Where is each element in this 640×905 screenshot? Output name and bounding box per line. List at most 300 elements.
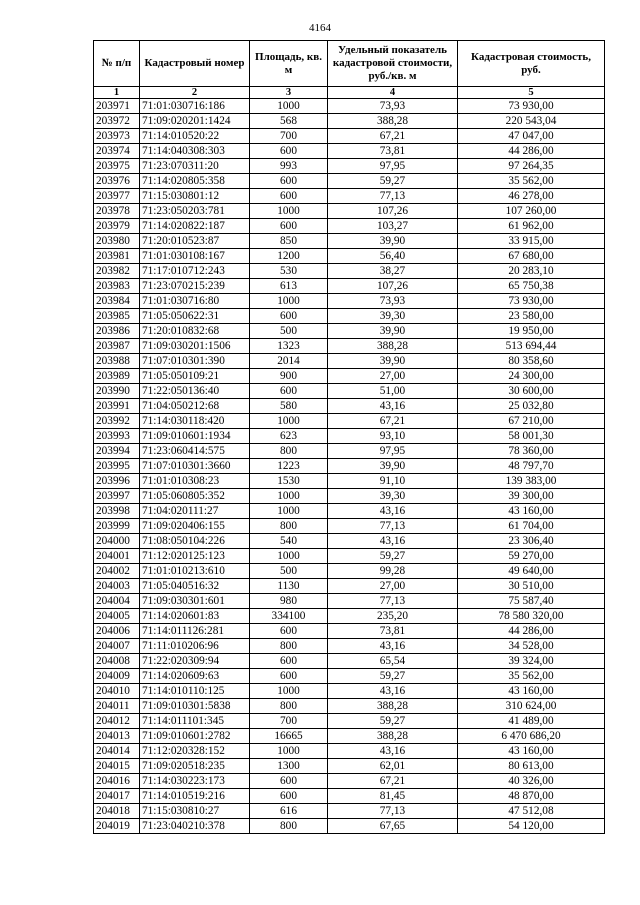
- table-row: [94, 384, 605, 399]
- table-row: [94, 324, 605, 339]
- row-number-cell: 204011: [94, 699, 140, 714]
- unit-value-cell: 99,28: [328, 564, 458, 579]
- area-cell: 700: [250, 714, 328, 729]
- cadastral-number-cell: 71:01:010213:610: [140, 564, 250, 579]
- cadastral-value-cell: 61 704,00: [458, 519, 605, 534]
- cadastral-number-cell: 71:09:010601:2782: [140, 729, 250, 744]
- cadastral-number-cell: 71:14:011126:281: [140, 624, 250, 639]
- cadastral-number-cell: 71:14:010519:216: [140, 789, 250, 804]
- header-unit-value: Удельный показатель кадастровой стоимости, руб./кв. м: [328, 41, 458, 87]
- unit-value-cell: 67,21: [328, 414, 458, 429]
- cadastral-number-cell: 71:14:011101:345: [140, 714, 250, 729]
- row-number-cell: 204016: [94, 774, 140, 789]
- row-number-cell: 204001: [94, 549, 140, 564]
- cadastral-number-cell: 71:22:050136:40: [140, 384, 250, 399]
- cadastral-number-cell: 71:01:030716:80: [140, 294, 250, 309]
- cadastral-value-cell: 97 264,35: [458, 159, 605, 174]
- column-number: 1: [94, 87, 140, 99]
- page-number: 4164: [309, 22, 331, 34]
- row-number-cell: 203998: [94, 504, 140, 519]
- row-number-cell: 203972: [94, 114, 140, 129]
- cadastral-value-cell: 48 797,70: [458, 459, 605, 474]
- cadastral-number-cell: 71:09:020201:1424: [140, 114, 250, 129]
- area-cell: 600: [250, 789, 328, 804]
- table-row: [94, 294, 605, 309]
- area-cell: 900: [250, 369, 328, 384]
- cadastral-number-cell: 71:17:010712:243: [140, 264, 250, 279]
- area-cell: 600: [250, 654, 328, 669]
- row-number-cell: 203984: [94, 294, 140, 309]
- cadastral-value-cell: 40 326,00: [458, 774, 605, 789]
- unit-value-cell: 39,90: [328, 234, 458, 249]
- cadastral-number-cell: 71:14:030118:420: [140, 414, 250, 429]
- cadastral-value-cell: 78 360,00: [458, 444, 605, 459]
- unit-value-cell: 59,27: [328, 549, 458, 564]
- column-number: 2: [140, 87, 250, 99]
- cadastral-number-cell: 71:14:040308:303: [140, 144, 250, 159]
- row-number-cell: 204000: [94, 534, 140, 549]
- table-row: [94, 729, 605, 744]
- area-cell: 800: [250, 444, 328, 459]
- area-cell: 600: [250, 219, 328, 234]
- cadastral-value-cell: 59 270,00: [458, 549, 605, 564]
- table-row: [94, 684, 605, 699]
- row-number-cell: 204005: [94, 609, 140, 624]
- row-number-cell: 203997: [94, 489, 140, 504]
- area-cell: 600: [250, 624, 328, 639]
- cadastral-value-cell: 30 600,00: [458, 384, 605, 399]
- table-body: [94, 99, 605, 834]
- row-number-cell: 203999: [94, 519, 140, 534]
- cadastral-value-cell: 67 680,00: [458, 249, 605, 264]
- cadastral-number-cell: 71:07:010301:3660: [140, 459, 250, 474]
- cadastral-number-cell: 71:20:010832:68: [140, 324, 250, 339]
- area-cell: 600: [250, 384, 328, 399]
- unit-value-cell: 107,26: [328, 204, 458, 219]
- area-cell: 1130: [250, 579, 328, 594]
- cadastral-value-cell: 80 358,60: [458, 354, 605, 369]
- table-header-row: [94, 41, 605, 87]
- row-number-cell: 203986: [94, 324, 140, 339]
- cadastral-value-cell: 67 210,00: [458, 414, 605, 429]
- cadastral-value-cell: 44 286,00: [458, 624, 605, 639]
- area-cell: 1530: [250, 474, 328, 489]
- table-row: [94, 714, 605, 729]
- cadastral-value-cell: 220 543,04: [458, 114, 605, 129]
- unit-value-cell: 107,26: [328, 279, 458, 294]
- table-row: [94, 399, 605, 414]
- area-cell: 1000: [250, 549, 328, 564]
- area-cell: 16665: [250, 729, 328, 744]
- area-cell: 1200: [250, 249, 328, 264]
- table-row: [94, 759, 605, 774]
- row-number-cell: 203988: [94, 354, 140, 369]
- table-row: [94, 309, 605, 324]
- unit-value-cell: 97,95: [328, 444, 458, 459]
- unit-value-cell: 388,28: [328, 699, 458, 714]
- unit-value-cell: 235,20: [328, 609, 458, 624]
- unit-value-cell: 91,10: [328, 474, 458, 489]
- table-row: [94, 429, 605, 444]
- row-number-cell: 203973: [94, 129, 140, 144]
- table-row: [94, 699, 605, 714]
- table-row: [94, 474, 605, 489]
- unit-value-cell: 43,16: [328, 504, 458, 519]
- row-number-cell: 203976: [94, 174, 140, 189]
- row-number-cell: 203992: [94, 414, 140, 429]
- cadastral-value-cell: 75 587,40: [458, 594, 605, 609]
- table-row: [94, 414, 605, 429]
- cadastral-number-cell: 71:14:020805:358: [140, 174, 250, 189]
- unit-value-cell: 65,54: [328, 654, 458, 669]
- cadastral-number-cell: 71:15:030810:27: [140, 804, 250, 819]
- cadastral-number-cell: 71:01:030716:186: [140, 99, 250, 114]
- area-cell: 540: [250, 534, 328, 549]
- cadastral-number-cell: 71:23:070311:20: [140, 159, 250, 174]
- cadastral-number-cell: 71:14:010520:22: [140, 129, 250, 144]
- cadastral-value-cell: 19 950,00: [458, 324, 605, 339]
- row-number-cell: 203994: [94, 444, 140, 459]
- unit-value-cell: 27,00: [328, 579, 458, 594]
- unit-value-cell: 388,28: [328, 114, 458, 129]
- table-row: [94, 234, 605, 249]
- row-number-cell: 204010: [94, 684, 140, 699]
- cadastral-value-table: [93, 40, 605, 834]
- row-number-cell: 203981: [94, 249, 140, 264]
- area-cell: 500: [250, 564, 328, 579]
- cadastral-number-cell: 71:09:030301:601: [140, 594, 250, 609]
- cadastral-value-cell: 47 047,00: [458, 129, 605, 144]
- table-row: [94, 144, 605, 159]
- row-number-cell: 204006: [94, 624, 140, 639]
- area-cell: 993: [250, 159, 328, 174]
- cadastral-value-cell: 73 930,00: [458, 294, 605, 309]
- header-area: Площадь, кв. м: [250, 41, 328, 87]
- area-cell: 1323: [250, 339, 328, 354]
- cadastral-number-cell: 71:08:050104:226: [140, 534, 250, 549]
- table-row: [94, 609, 605, 624]
- area-cell: 616: [250, 804, 328, 819]
- unit-value-cell: 43,16: [328, 684, 458, 699]
- unit-value-cell: 67,21: [328, 129, 458, 144]
- cadastral-number-cell: 71:09:020518:235: [140, 759, 250, 774]
- unit-value-cell: 51,00: [328, 384, 458, 399]
- area-cell: 800: [250, 819, 328, 834]
- table-row: [94, 774, 605, 789]
- unit-value-cell: 77,13: [328, 189, 458, 204]
- row-number-cell: 204004: [94, 594, 140, 609]
- cadastral-number-cell: 71:05:040516:32: [140, 579, 250, 594]
- unit-value-cell: 43,16: [328, 399, 458, 414]
- unit-value-cell: 59,27: [328, 714, 458, 729]
- area-cell: 1000: [250, 744, 328, 759]
- area-cell: 1000: [250, 99, 328, 114]
- area-cell: 334100: [250, 609, 328, 624]
- cadastral-value-cell: 61 962,00: [458, 219, 605, 234]
- column-number: 5: [458, 87, 605, 99]
- cadastral-value-cell: 6 470 686,20: [458, 729, 605, 744]
- area-cell: 600: [250, 174, 328, 189]
- cadastral-value-cell: 513 694,44: [458, 339, 605, 354]
- cadastral-value-cell: 47 512,08: [458, 804, 605, 819]
- row-number-cell: 203974: [94, 144, 140, 159]
- cadastral-value-cell: 49 640,00: [458, 564, 605, 579]
- unit-value-cell: 67,65: [328, 819, 458, 834]
- table-row: [94, 339, 605, 354]
- table-row: [94, 264, 605, 279]
- area-cell: 1000: [250, 489, 328, 504]
- row-number-cell: 203980: [94, 234, 140, 249]
- table-row: [94, 819, 605, 834]
- cadastral-number-cell: 71:09:010301:5838: [140, 699, 250, 714]
- cadastral-number-cell: 71:14:020601:83: [140, 609, 250, 624]
- area-cell: 580: [250, 399, 328, 414]
- cadastral-value-cell: 41 489,00: [458, 714, 605, 729]
- table-row: [94, 459, 605, 474]
- area-cell: 600: [250, 774, 328, 789]
- cadastral-value-cell: 34 528,00: [458, 639, 605, 654]
- area-cell: 800: [250, 519, 328, 534]
- area-cell: 568: [250, 114, 328, 129]
- unit-value-cell: 39,90: [328, 354, 458, 369]
- cadastral-value-cell: 39 324,00: [458, 654, 605, 669]
- table-row: [94, 204, 605, 219]
- cadastral-value-cell: 48 870,00: [458, 789, 605, 804]
- cadastral-number-cell: 71:14:030223:173: [140, 774, 250, 789]
- table-row: [94, 189, 605, 204]
- row-number-cell: 204013: [94, 729, 140, 744]
- table-row: [94, 354, 605, 369]
- unit-value-cell: 388,28: [328, 339, 458, 354]
- cadastral-number-cell: 71:23:050203:781: [140, 204, 250, 219]
- row-number-cell: 203971: [94, 99, 140, 114]
- table-row: [94, 489, 605, 504]
- row-number-cell: 204007: [94, 639, 140, 654]
- cadastral-number-cell: 71:07:010301:390: [140, 354, 250, 369]
- cadastral-value-cell: 65 750,38: [458, 279, 605, 294]
- unit-value-cell: 39,30: [328, 489, 458, 504]
- cadastral-value-cell: 58 001,30: [458, 429, 605, 444]
- cadastral-number-cell: 71:20:010523:87: [140, 234, 250, 249]
- area-cell: 1000: [250, 294, 328, 309]
- cadastral-value-cell: 73 930,00: [458, 99, 605, 114]
- header-row-number: № п/п: [94, 41, 140, 87]
- unit-value-cell: 93,10: [328, 429, 458, 444]
- table-row: [94, 534, 605, 549]
- area-cell: 600: [250, 144, 328, 159]
- area-cell: 1000: [250, 204, 328, 219]
- area-cell: 1000: [250, 414, 328, 429]
- cadastral-number-cell: 71:14:010110:125: [140, 684, 250, 699]
- cadastral-number-cell: 71:04:020111:27: [140, 504, 250, 519]
- table-row: [94, 519, 605, 534]
- unit-value-cell: 43,16: [328, 534, 458, 549]
- area-cell: 613: [250, 279, 328, 294]
- cadastral-value-cell: 35 562,00: [458, 669, 605, 684]
- cadastral-value-cell: 44 286,00: [458, 144, 605, 159]
- row-number-cell: 204003: [94, 579, 140, 594]
- cadastral-value-cell: 54 120,00: [458, 819, 605, 834]
- cadastral-value-cell: 39 300,00: [458, 489, 605, 504]
- unit-value-cell: 27,00: [328, 369, 458, 384]
- area-cell: 1000: [250, 504, 328, 519]
- cadastral-number-cell: 71:01:030108:167: [140, 249, 250, 264]
- area-cell: 700: [250, 129, 328, 144]
- table-row: [94, 129, 605, 144]
- area-cell: 600: [250, 309, 328, 324]
- unit-value-cell: 67,21: [328, 774, 458, 789]
- cadastral-value-cell: 310 624,00: [458, 699, 605, 714]
- table-row: [94, 789, 605, 804]
- area-cell: 1000: [250, 684, 328, 699]
- area-cell: 1223: [250, 459, 328, 474]
- area-cell: 600: [250, 189, 328, 204]
- area-cell: 980: [250, 594, 328, 609]
- row-number-cell: 203987: [94, 339, 140, 354]
- row-number-cell: 203990: [94, 384, 140, 399]
- cadastral-number-cell: 71:14:020609:63: [140, 669, 250, 684]
- table-row: [94, 639, 605, 654]
- row-number-cell: 204017: [94, 789, 140, 804]
- cadastral-number-cell: 71:12:020125:123: [140, 549, 250, 564]
- cadastral-number-cell: 71:09:020406:155: [140, 519, 250, 534]
- cadastral-value-cell: 33 915,00: [458, 234, 605, 249]
- cadastral-value-cell: 24 300,00: [458, 369, 605, 384]
- row-number-cell: 203993: [94, 429, 140, 444]
- row-number-cell: 204009: [94, 669, 140, 684]
- unit-value-cell: 77,13: [328, 594, 458, 609]
- cadastral-value-cell: 139 383,00: [458, 474, 605, 489]
- row-number-cell: 203978: [94, 204, 140, 219]
- cadastral-value-cell: 25 032,80: [458, 399, 605, 414]
- cadastral-value-cell: 43 160,00: [458, 744, 605, 759]
- unit-value-cell: 62,01: [328, 759, 458, 774]
- table-row: [94, 669, 605, 684]
- unit-value-cell: 77,13: [328, 804, 458, 819]
- row-number-cell: 203989: [94, 369, 140, 384]
- cadastral-number-cell: 71:14:020822:187: [140, 219, 250, 234]
- table-row: [94, 444, 605, 459]
- table-row: [94, 594, 605, 609]
- table-row: [94, 219, 605, 234]
- cadastral-number-cell: 71:05:050622:31: [140, 309, 250, 324]
- cadastral-number-cell: 71:23:060414:575: [140, 444, 250, 459]
- row-number-cell: 203982: [94, 264, 140, 279]
- header-cadastral-value: Кадастровая стоимость, руб.: [458, 41, 605, 87]
- table-row: [94, 249, 605, 264]
- cadastral-value-cell: 30 510,00: [458, 579, 605, 594]
- cadastral-number-cell: 71:12:020328:152: [140, 744, 250, 759]
- unit-value-cell: 39,30: [328, 309, 458, 324]
- area-cell: 500: [250, 324, 328, 339]
- cadastral-value-cell: 20 283,10: [458, 264, 605, 279]
- area-cell: 530: [250, 264, 328, 279]
- cadastral-number-cell: 71:11:010206:96: [140, 639, 250, 654]
- row-number-cell: 204018: [94, 804, 140, 819]
- table-row: [94, 579, 605, 594]
- unit-value-cell: 39,90: [328, 459, 458, 474]
- table-row: [94, 174, 605, 189]
- row-number-cell: 204015: [94, 759, 140, 774]
- unit-value-cell: 103,27: [328, 219, 458, 234]
- area-cell: 1300: [250, 759, 328, 774]
- table-row: [94, 114, 605, 129]
- area-cell: 600: [250, 669, 328, 684]
- cadastral-value-cell: 43 160,00: [458, 684, 605, 699]
- area-cell: 623: [250, 429, 328, 444]
- column-number: 4: [328, 87, 458, 99]
- unit-value-cell: 73,93: [328, 99, 458, 114]
- table-row: [94, 564, 605, 579]
- table-row: [94, 279, 605, 294]
- cadastral-number-cell: 71:05:050109:21: [140, 369, 250, 384]
- cadastral-value-cell: 78 580 320,00: [458, 609, 605, 624]
- unit-value-cell: 56,40: [328, 249, 458, 264]
- cadastral-number-cell: 71:23:070215:239: [140, 279, 250, 294]
- table-row: [94, 549, 605, 564]
- area-cell: 800: [250, 639, 328, 654]
- row-number-cell: 203996: [94, 474, 140, 489]
- table-row: [94, 369, 605, 384]
- table-row: [94, 159, 605, 174]
- column-number-row: [94, 87, 605, 99]
- row-number-cell: 204002: [94, 564, 140, 579]
- cadastral-value-cell: 35 562,00: [458, 174, 605, 189]
- row-number-cell: 204012: [94, 714, 140, 729]
- area-cell: 850: [250, 234, 328, 249]
- row-number-cell: 203983: [94, 279, 140, 294]
- cadastral-value-cell: 80 613,00: [458, 759, 605, 774]
- row-number-cell: 203975: [94, 159, 140, 174]
- unit-value-cell: 73,81: [328, 144, 458, 159]
- unit-value-cell: 73,93: [328, 294, 458, 309]
- cadastral-value-cell: 46 278,00: [458, 189, 605, 204]
- unit-value-cell: 73,81: [328, 624, 458, 639]
- cadastral-value-cell: 23 580,00: [458, 309, 605, 324]
- cadastral-number-cell: 71:15:030801:12: [140, 189, 250, 204]
- unit-value-cell: 388,28: [328, 729, 458, 744]
- table-row: [94, 744, 605, 759]
- table-row: [94, 654, 605, 669]
- unit-value-cell: 39,90: [328, 324, 458, 339]
- row-number-cell: 203991: [94, 399, 140, 414]
- table-row: [94, 624, 605, 639]
- table-row: [94, 804, 605, 819]
- table-row: [94, 99, 605, 114]
- row-number-cell: 204019: [94, 819, 140, 834]
- row-number-cell: 204008: [94, 654, 140, 669]
- cadastral-number-cell: 71:22:020309:94: [140, 654, 250, 669]
- unit-value-cell: 77,13: [328, 519, 458, 534]
- cadastral-value-cell: 43 160,00: [458, 504, 605, 519]
- unit-value-cell: 81,45: [328, 789, 458, 804]
- unit-value-cell: 43,16: [328, 639, 458, 654]
- cadastral-number-cell: 71:01:010308:23: [140, 474, 250, 489]
- unit-value-cell: 43,16: [328, 744, 458, 759]
- cadastral-number-cell: 71:04:050212:68: [140, 399, 250, 414]
- unit-value-cell: 59,27: [328, 669, 458, 684]
- cadastral-value-cell: 107 260,00: [458, 204, 605, 219]
- cadastral-number-cell: 71:09:030201:1506: [140, 339, 250, 354]
- cadastral-number-cell: 71:05:060805:352: [140, 489, 250, 504]
- header-cadastral-number: Кадастровый номер: [140, 41, 250, 87]
- row-number-cell: 203985: [94, 309, 140, 324]
- unit-value-cell: 97,95: [328, 159, 458, 174]
- cadastral-number-cell: 71:09:010601:1934: [140, 429, 250, 444]
- row-number-cell: 203995: [94, 459, 140, 474]
- row-number-cell: 203979: [94, 219, 140, 234]
- cadastral-value-cell: 23 306,40: [458, 534, 605, 549]
